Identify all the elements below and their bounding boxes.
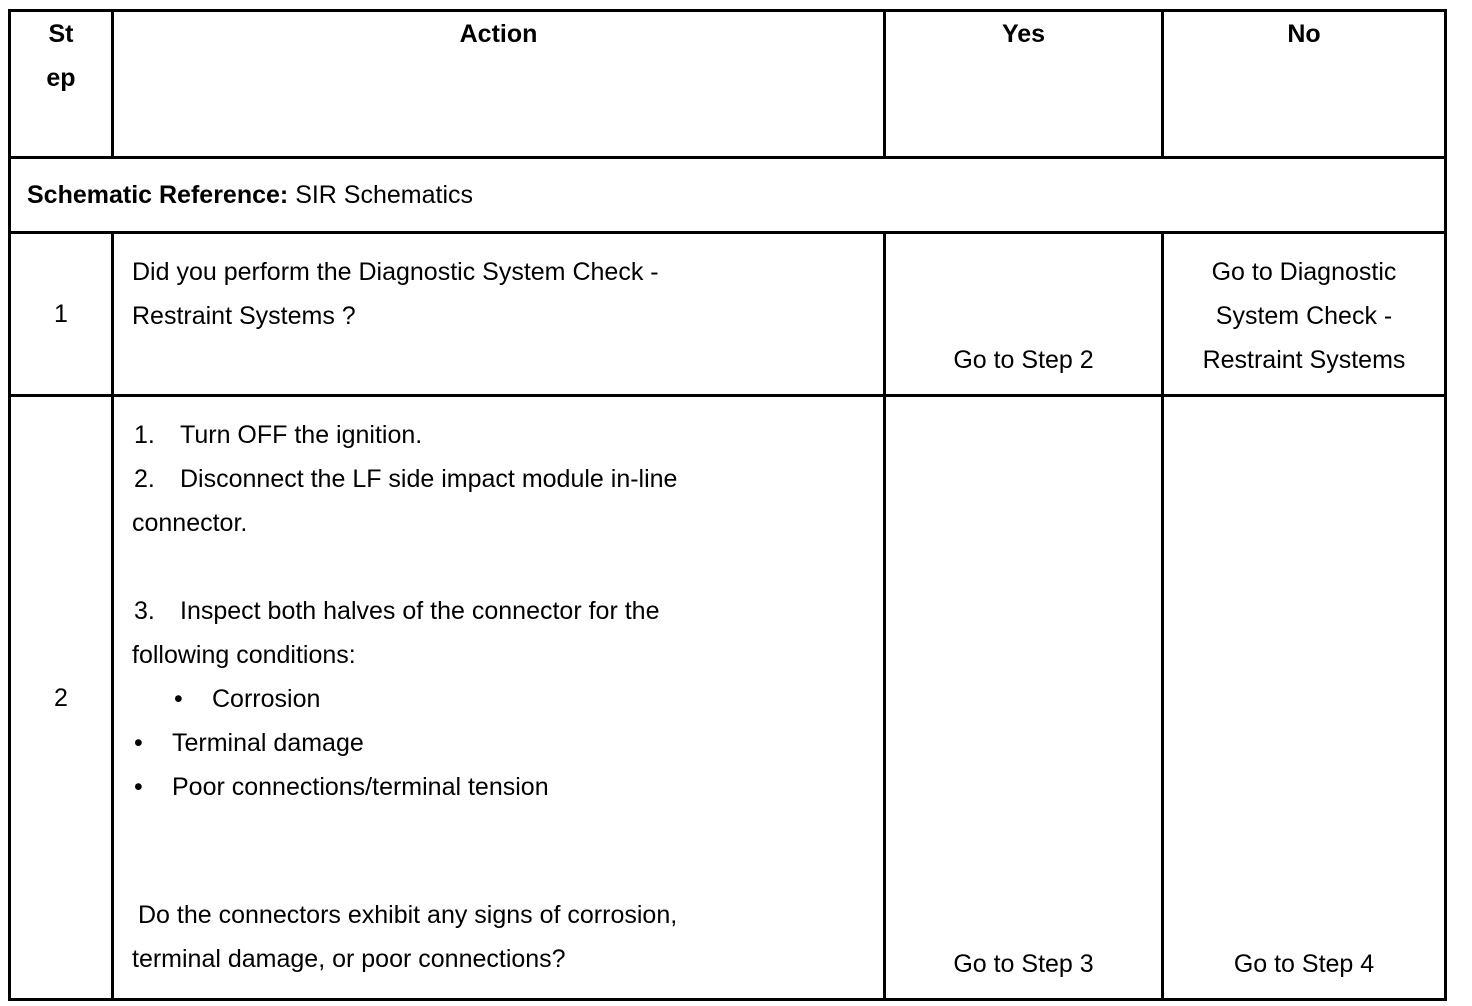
header-step-line1: St [48, 20, 74, 48]
step-action-line: Restraint Systems ? [132, 302, 356, 330]
step-number: 2 [10, 396, 113, 1000]
step-no-result: Go to Step 4 [1163, 396, 1446, 1000]
bullet-icon: • [174, 685, 183, 713]
step-action-line: Did you perform the Diagnostic System Check - [132, 258, 659, 286]
bullet-icon: • [134, 773, 143, 801]
substep-text: Inspect both halves of the connector for the [180, 597, 660, 625]
substep-number: 1. [134, 421, 155, 449]
substep-text: Disconnect the LF side impact module in-line [180, 465, 678, 493]
schematic-reference-value: SIR Schematics [295, 181, 474, 209]
table-row-step-1 [10, 233, 1446, 396]
substep-number: 2. [134, 465, 155, 493]
header-yes: Yes [885, 11, 1163, 158]
substep-continuation: connector. [132, 509, 248, 537]
substep-continuation: following conditions: [132, 641, 356, 669]
header-row [10, 11, 1446, 158]
header-action: Action [113, 11, 885, 158]
substep-2 [132, 457, 869, 501]
schematic-reference-label: Schematic Reference: [27, 181, 289, 209]
substep-text: Turn OFF the ignition. [180, 421, 423, 449]
step-yes-result: Go to Step 3 [885, 396, 1163, 1000]
diagnostic-table [8, 9, 1447, 1001]
table-row-step-2 [10, 396, 1446, 1000]
bullet-item [132, 765, 869, 809]
substep-3 [132, 589, 869, 633]
substep-1 [132, 413, 869, 457]
header-step [10, 11, 113, 158]
step-no-result [1163, 233, 1446, 396]
bullet-icon: • [134, 729, 143, 757]
bullet-item [132, 721, 869, 765]
bullet-text: Corrosion [212, 685, 321, 713]
question-line: terminal damage, or poor connections? [132, 945, 566, 973]
bullet-text: Poor connections/terminal tension [172, 773, 549, 801]
question-line: Do the connectors exhibit any signs of corrosion, [138, 901, 678, 929]
step-no-line: Restraint Systems [1202, 346, 1406, 374]
schematic-reference-row [10, 158, 1446, 233]
bullet-text: Terminal damage [172, 729, 364, 757]
step-no-line: System Check - [1215, 302, 1393, 330]
bullet-item [132, 677, 869, 721]
header-step-line2: ep [46, 64, 76, 92]
step-number: 1 [10, 233, 113, 396]
step-action [113, 233, 885, 396]
schematic-reference-cell [10, 158, 1446, 233]
step-no-line: Go to Diagnostic [1211, 258, 1397, 286]
step-yes-result: Go to Step 2 [885, 233, 1163, 396]
substep-number: 3. [134, 597, 155, 625]
header-no: No [1163, 11, 1446, 158]
step-action [113, 396, 885, 1000]
